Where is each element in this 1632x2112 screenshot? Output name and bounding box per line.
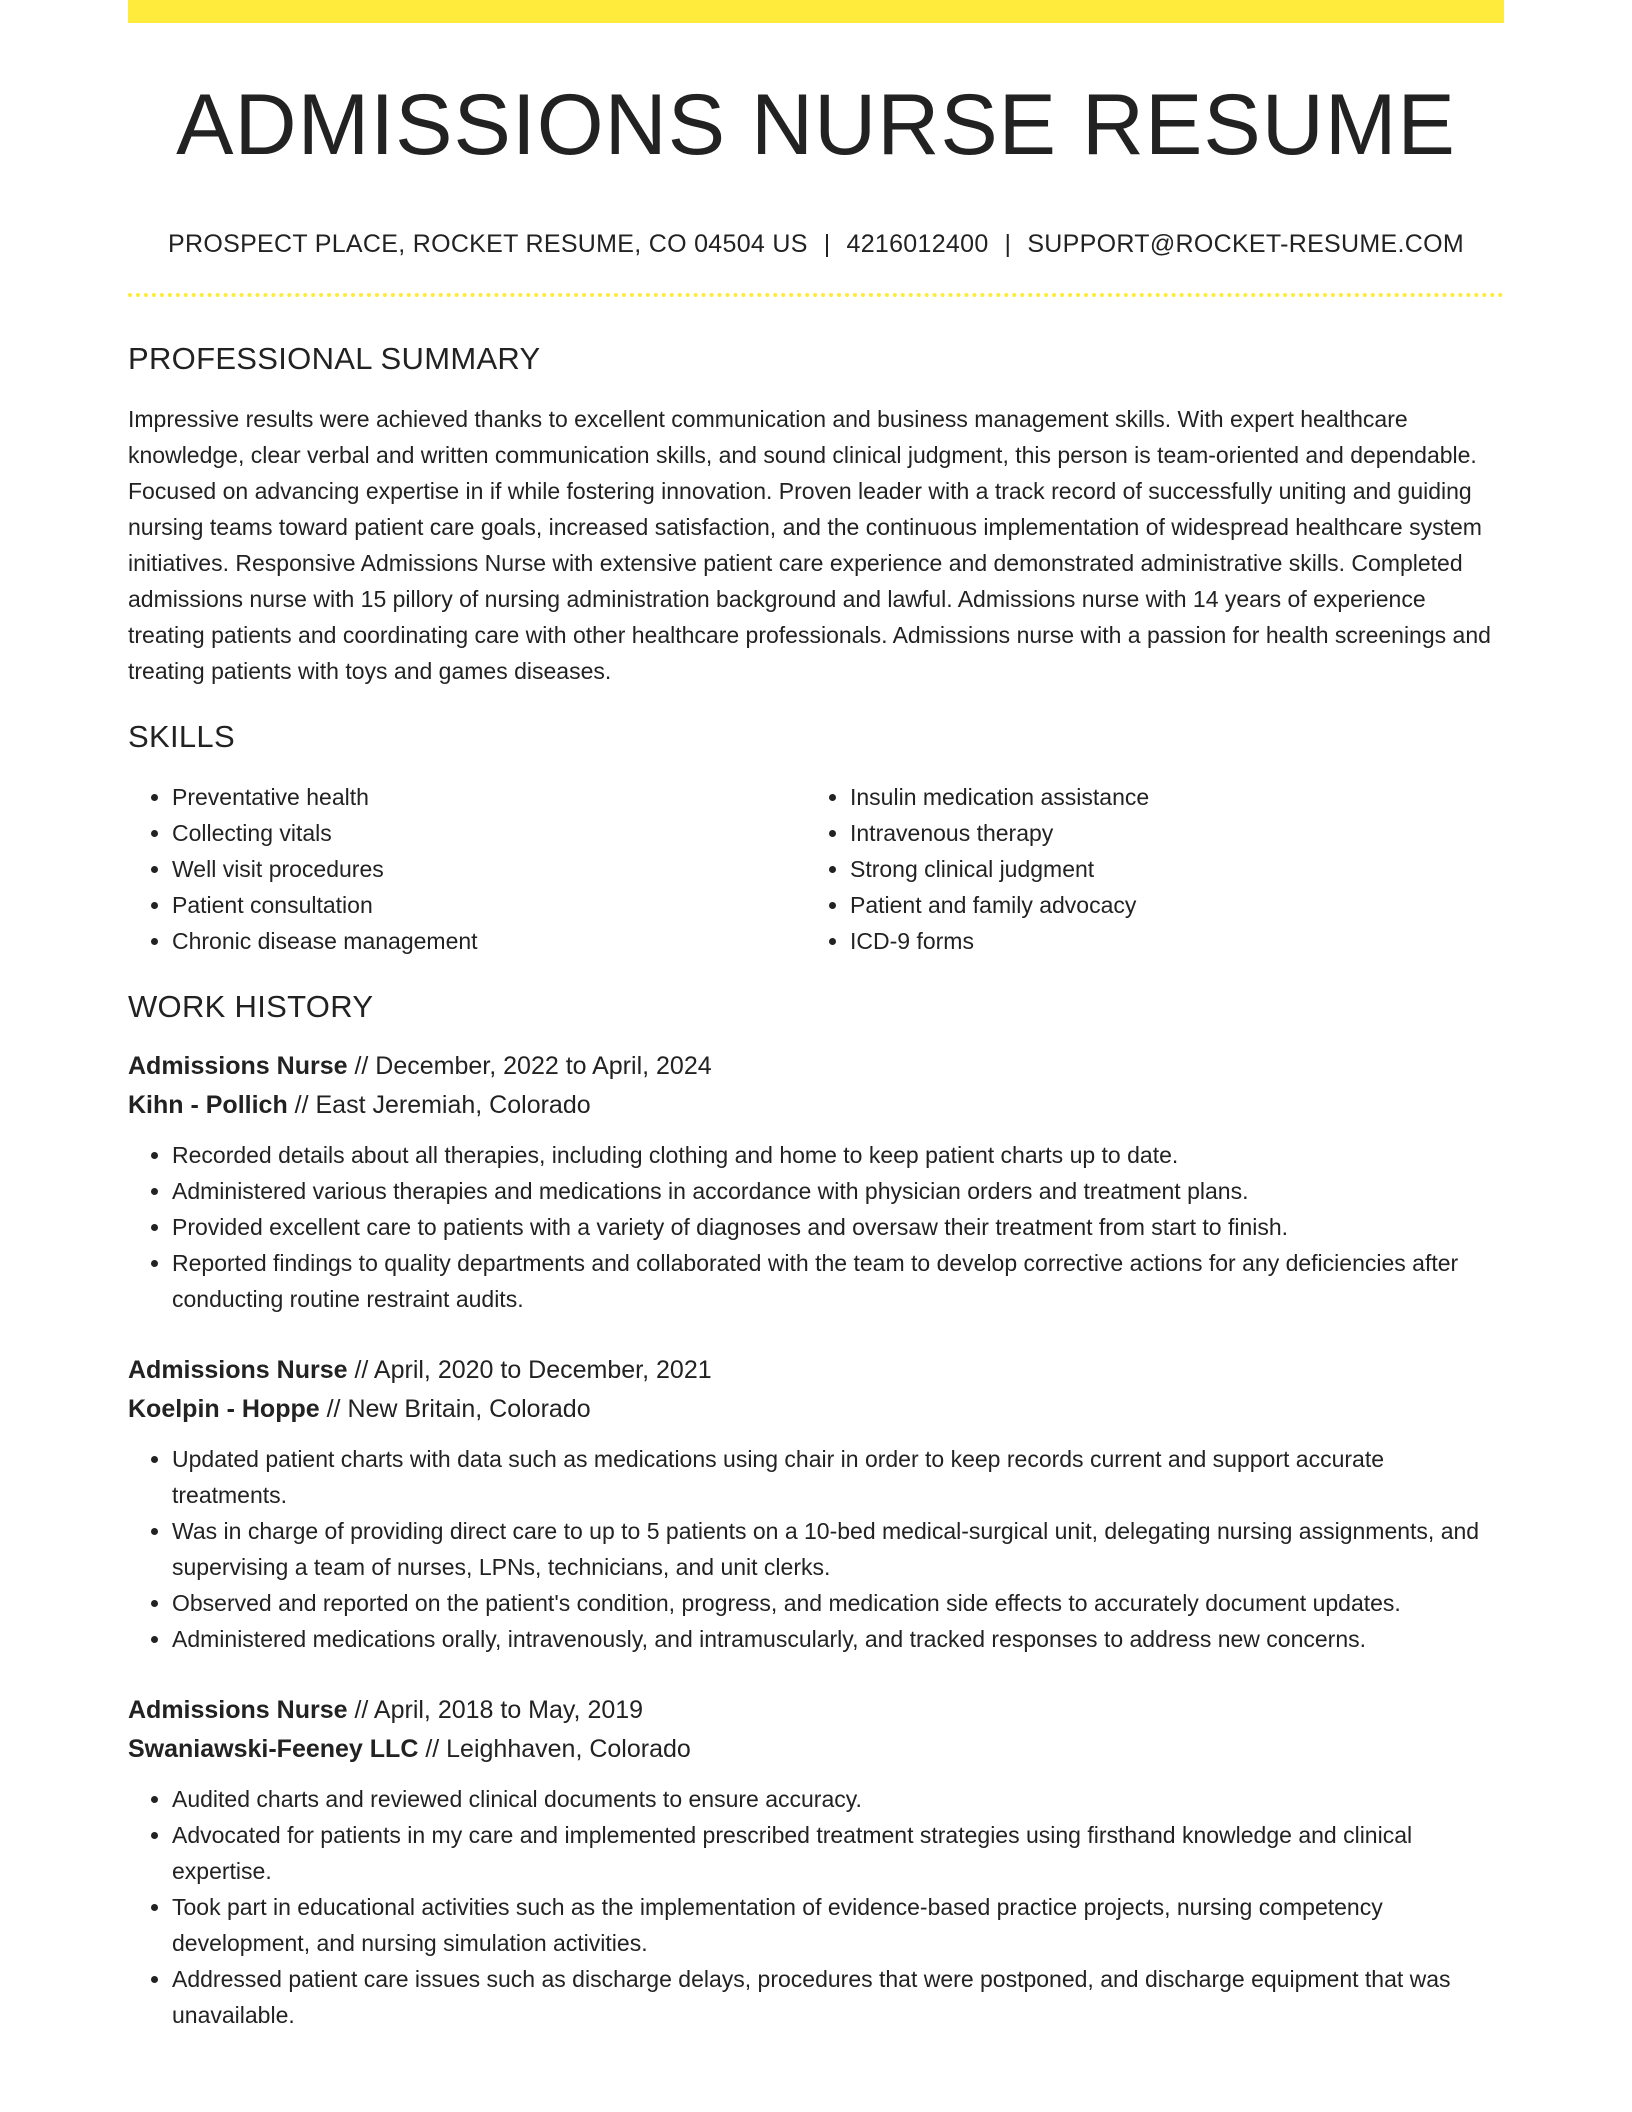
skill-item: • Patient and family advocacy	[850, 887, 1484, 923]
contact-separator: |	[823, 230, 831, 258]
skill-item: • Chronic disease management	[172, 923, 806, 959]
job-entry	[128, 1351, 1504, 1657]
job-title-line	[128, 1691, 1504, 1730]
skills-column-right	[806, 779, 1484, 959]
job-bullets	[128, 1781, 1504, 2033]
job-entry	[128, 1691, 1504, 2033]
job-title-line	[128, 1047, 1504, 1086]
resume-page	[128, 0, 1504, 2033]
job-company: Swaniawski-Feeney LLC	[128, 1735, 419, 1763]
header-divider	[128, 293, 1504, 297]
job-title: Admissions Nurse	[128, 1696, 348, 1724]
skills-heading: SKILLS	[128, 719, 235, 754]
job-bullet: • Recorded details about all therapies, including clothing and home to keep patient charts up to date.	[172, 1137, 1504, 1173]
job-bullet: • Updated patient charts with data such as medications using chair in order to keep records current and support accurate treatments.	[172, 1441, 1504, 1513]
job-company: Kihn - Pollich	[128, 1091, 288, 1119]
job-company: Koelpin - Hoppe	[128, 1395, 320, 1423]
job-title-line	[128, 1351, 1504, 1390]
skill-item: • Preventative health	[172, 779, 806, 815]
job-location: // New Britain, Colorado	[319, 1395, 591, 1423]
work-history-heading: WORK HISTORY	[128, 989, 374, 1024]
contact-email: SUPPORT@ROCKET-RESUME.COM	[1027, 230, 1464, 258]
job-company-line	[128, 1086, 1504, 1125]
skill-item: • ICD-9 forms	[850, 923, 1484, 959]
summary-heading: PROFESSIONAL SUMMARY	[128, 341, 541, 376]
job-dates: // December, 2022 to April, 2024	[347, 1052, 712, 1080]
job-bullet: • Administered various therapies and medications in accordance with physician orders and treatment plans.	[172, 1173, 1504, 1209]
skill-item: • Strong clinical judgment	[850, 851, 1484, 887]
skill-item: • Intravenous therapy	[850, 815, 1484, 851]
job-bullet: • Observed and reported on the patient's condition, progress, and medication side effects to accurately document updates.	[172, 1585, 1504, 1621]
job-bullet: • Was in charge of providing direct care to up to 5 patients on a 10-bed medical-surgical unit, delegating nursing assignments, and supervising a team of nurses, LPNs, technicians, and unit clerks.	[172, 1513, 1504, 1585]
job-title: Admissions Nurse	[128, 1052, 348, 1080]
job-location: // East Jeremiah, Colorado	[287, 1091, 591, 1119]
skills-list	[128, 779, 1504, 959]
job-bullet: • Reported findings to quality departments and collaborated with the team to develop corrective actions for any deficiencies after conducting routine restraint audits.	[172, 1245, 1504, 1317]
job-title: Admissions Nurse	[128, 1356, 348, 1384]
summary-text: Impressive results were achieved thanks to excellent communication and business management skills. With expert healthcare knowledge, clear verbal and written communication skills, and sound clinical judgment, this person is team-oriented and dependable. Focused on advancing expertise in if while fostering innovation. Proven leader with a track record of successfully uniting and guiding nursing teams toward patient care goals, increased satisfaction, and the continuous implementation of widespread healthcare system initiatives. Responsive Admissions Nurse with extensive patient care experience and demonstrated administrative skills. Completed admissions nurse with 15 pillory of nursing administration background and lawful. Admissions nurse with 14 years of experience treating patients and coordinating care with other healthcare professionals. Admissions nurse with a passion for health screenings and treating patients with toys and games diseases.	[128, 406, 1491, 684]
job-entry	[128, 1047, 1504, 1317]
job-bullet: • Administered medications orally, intravenously, and intramuscularly, and tracked responses to address new concerns.	[172, 1621, 1504, 1657]
contact-address: PROSPECT PLACE, ROCKET RESUME, CO 04504 US	[168, 230, 808, 258]
accent-bar	[128, 0, 1504, 23]
job-company-line	[128, 1730, 1504, 1769]
job-company-line	[128, 1390, 1504, 1429]
skill-item: • Well visit procedures	[172, 851, 806, 887]
job-location: // Leighhaven, Colorado	[418, 1735, 691, 1763]
job-bullet: • Took part in educational activities such as the implementation of evidence-based practice projects, nursing competency development, and nursing simulation activities.	[172, 1889, 1504, 1961]
job-bullet: • Provided excellent care to patients with a variety of diagnoses and oversaw their treatment from start to finish.	[172, 1209, 1504, 1245]
skill-item: • Collecting vitals	[172, 815, 806, 851]
skills-column-left	[128, 779, 806, 959]
contact-line	[128, 229, 1504, 259]
job-bullet: • Audited charts and reviewed clinical documents to ensure accuracy.	[172, 1781, 1504, 1817]
resume-title: ADMISSIONS NURSE RESUME	[176, 77, 1456, 173]
contact-phone: 4216012400	[846, 230, 989, 258]
job-bullets	[128, 1441, 1504, 1657]
job-bullet: • Advocated for patients in my care and implemented prescribed treatment strategies using firsthand knowledge and clinical expertise.	[172, 1817, 1504, 1889]
skill-item: • Insulin medication assistance	[850, 779, 1484, 815]
job-bullets	[128, 1137, 1504, 1317]
skill-item: • Patient consultation	[172, 887, 806, 923]
contact-separator: |	[1004, 230, 1012, 258]
job-bullet: • Addressed patient care issues such as discharge delays, procedures that were postponed, and discharge equipment that was unavailable.	[172, 1961, 1504, 2033]
job-dates: // April, 2020 to December, 2021	[347, 1356, 712, 1384]
job-dates: // April, 2018 to May, 2019	[347, 1696, 644, 1724]
